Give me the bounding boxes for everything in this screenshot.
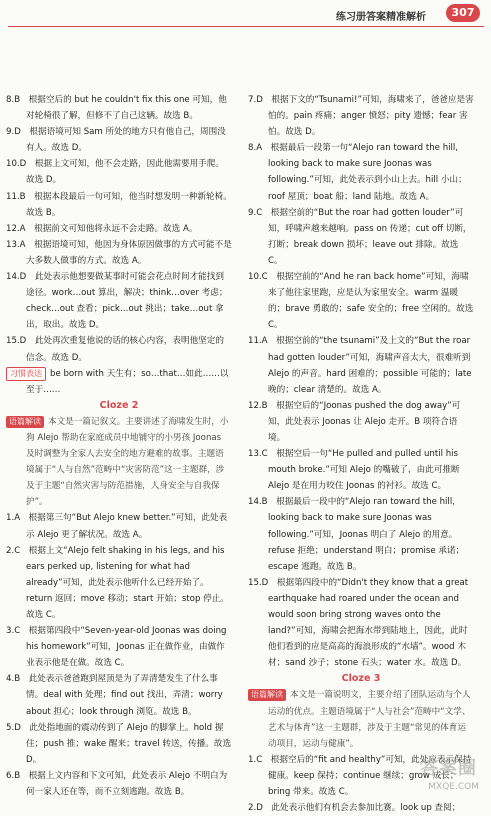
item-text: 15.D 根据第四段中的“Didn't they know that a great earthquake had roared under the ocean and would soon bring strong waves onto the land?”可知，海啸会把海水带到陆地上，因此，此时他们看到的应是高高的海浪形成的“水墙”。wood 木材；sand 沙子；stone 石头；water 水。故选 D。 [248, 577, 469, 669]
section-title: Cloze 3 [341, 673, 381, 685]
header-divider [8, 26, 484, 27]
answer-item [248, 800, 474, 816]
item-text: 12.B 根据空后的“Joonas pushed the dog away”可知，此处表示 Joonas 让 Alejo 走开。B 项符合语境。 [248, 400, 461, 443]
header-title: 练习册答案精准解析 [336, 12, 426, 23]
item-text: 8.B 根据空后的 but he couldn't fix this one 可知，他对轮椅很了解，但修不了自己这辆。故选 B。 [6, 95, 227, 122]
answer-item [248, 398, 474, 446]
answer-item [6, 510, 232, 542]
answer-item [248, 205, 474, 269]
answer-item [6, 92, 232, 124]
answer-item [248, 269, 474, 333]
analysis-block [6, 366, 232, 398]
item-text: 14.B 根据最后一段中的“Alejo ran toward the hill, looking back to make sure Joonas was following.”可知，Joonas 明白了 Alejo 的用意。refuse 拒绝；understand 明白；promise 承诺；escape 逃跑。故选 B。 [248, 497, 465, 572]
item-text: 11.A 根据空前的“the tsunami”及上文的“But the roar had gotten louder”可知，海啸声音太大，很难听到 Alejo 的声音。hard 困难的；possible 可能的；late 晚的；clear 清楚的。故选 A。 [248, 336, 472, 395]
page-header [0, 0, 491, 26]
item-text: 2.C 根据上文“Alejo felt shaking in his legs, and his ears perked up, listening for what had already”可知，此处表示他听什么已经开始了。return 返回；move 移动；start 开始；stop 停止。故选 C。 [6, 545, 229, 620]
item-text: 1.C 根据空后的“fit and healthy”可知，此处应表示保持健康。keep 保持；continue 继续；grow 成长；bring 带来。故选 C。 [248, 754, 472, 798]
item-text: 3.C 根据第四段中“Seven-year-old Joonas was doing his homework”可知，Joonas 正在做作业，由做作业表示他是在做。故选 C。 [6, 626, 227, 669]
left-column [6, 92, 232, 800]
answer-item [248, 92, 474, 140]
answer-item [248, 446, 474, 494]
item-text: 11.B 根据本段最后一句可知，他当时想发明一种新轮椅。故选 B。 [6, 191, 232, 218]
item-text: 1.A 根据第三句“But Alejo knew better.”可知，此处表示 Alejo 更了解状况。故选 A。 [6, 513, 228, 540]
right-column [248, 92, 474, 816]
item-text: 6.B 根据上文内容和下文可知，此处表示 Alejo 不明白为何一家人还在等，而不立刻逃跑。故选 B。 [6, 770, 228, 798]
item-text: 9.D 根据语境可知 Sam 所处的地方只有他自己，周围没有人。故选 D。 [6, 127, 226, 154]
watermark-logo-text: 答案圈 [420, 758, 477, 779]
answer-item [6, 768, 232, 800]
item-text: 12.A 根据前文可知他将永远不会走路。故选 A。 [6, 223, 198, 234]
answer-item [248, 333, 474, 397]
answer-item [6, 543, 232, 623]
answer-item [6, 221, 232, 237]
answer-item [248, 494, 474, 574]
item-text: 10.C 根据空前的“And he ran back home”可知，海啸来了他往家里跑，应是认为家里安全。warm 温暖的；brave 勇敢的；safe 安全的；free 空闲的。故选 C。 [248, 272, 474, 331]
answer-item [6, 237, 232, 269]
answer-item [6, 189, 232, 221]
section-title: Cloze 2 [99, 399, 139, 411]
item-text: 13.C 根据空后一句“He pulled and pulled until his mouth broke.”可知 Alejo 的嘴破了，由此可推断 Alejo 是在用力咬住 Joonas 的衬衫。故选 C。 [248, 449, 460, 492]
watermark-logo [405, 760, 483, 794]
label-tag: 习惯表达 [6, 367, 46, 381]
answer-item [6, 671, 232, 719]
label-tag: 语篇解读 [6, 416, 44, 428]
item-text: 8.A 根据最后一段第一句“Alejo ran toward the hill, looking back to make sure Joonas was following.”可知，此处表示到小山上去。hill 小山；roof 屋顶；boat 船；land 陆地。故选 A。 [248, 143, 467, 202]
analysis-block [248, 687, 474, 751]
item-text: 2.D 此处表示他们有机会去参加比赛。look up 查阅； [248, 803, 461, 814]
analysis-block [6, 414, 232, 511]
item-text: 本文是一篇说明文，主要介绍了团队运动与个人运动的优点。主题语境属于“人与社会”范畴中“文学、艺术与体育”这一主题群，涉及于主题“常见的体育运动项目，运动与健康”。 [268, 690, 471, 749]
answer-item [6, 720, 232, 768]
item-text: 9.C 根据空前的“But the roar had gotten louder”可知，呼啸声越来越响。pass on 传递；cut off 切断，打断；break down 损坏；leave out 排除。故选 C。 [248, 207, 472, 266]
answer-item [248, 575, 474, 672]
watermark-url: MXQE.COM [428, 782, 479, 792]
item-text: 7.D 根据下文的“Tsunami!”可知，海啸来了，爸爸应是害怕的。pain 疼痛；anger 愤怒；pity 遗憾；fear 害怕。故选 D。 [248, 95, 474, 138]
item-text: be born with 天生有；so…that…如此……以至于…… [26, 368, 229, 395]
label-tag: 语篇解读 [248, 689, 286, 701]
answer-item [6, 156, 232, 188]
item-text: 5.D 此处指地面的震动传到了 Alejo 的脚掌上。hold 握住；push 推；wake 醒来；travel 转送，传播。故选 D。 [6, 722, 232, 765]
item-text: 15.D 此处再次重复他说的话的核心内容，表明他坚定的信念。故选 D。 [6, 336, 224, 363]
item-text: 14.D 此处表示他想要做某事时可能会花点时间才能找到途径。work…out 算出，解决；think…over 考虑；check…out 查看；pick…out 挑出；take…out 拿出，取出。故选 D。 [6, 272, 228, 331]
answer-item [6, 333, 232, 365]
item-text: 13.A 根据语境可知，他因为身体原因做事的方式可能不是大多数人做事的方式。故选 A。 [6, 239, 232, 266]
item-text: 10.D 根据上文可知，他不会走路，因此他需要用手爬。故选 D。 [6, 159, 224, 186]
item-text: 4.B 此处表示爸爸跑到屋顶是为了弄清楚发生了什么事情。deal with 处理；find out 找出，弄清；worry about 担心；look through 浏览。故选 B。 [6, 674, 223, 717]
answer-item [248, 140, 474, 204]
answer-item [6, 623, 232, 671]
page-number-badge: 307 [446, 4, 480, 22]
answer-item [6, 269, 232, 333]
item-text: 本文是一篇记叙文。主要讲述了海啸发生时，小狗 Alejo 帮助在家庭成员中地铺守的小男孩 Joonas 及时调整为全家人去安全的地方避难的故事。主题语境属于“人与自然”范畴中“灾害防范”这一主题群，涉及于主题“自然灾害与防范措施，人身安全与自我保护”。 [26, 416, 229, 508]
answer-item [6, 124, 232, 156]
